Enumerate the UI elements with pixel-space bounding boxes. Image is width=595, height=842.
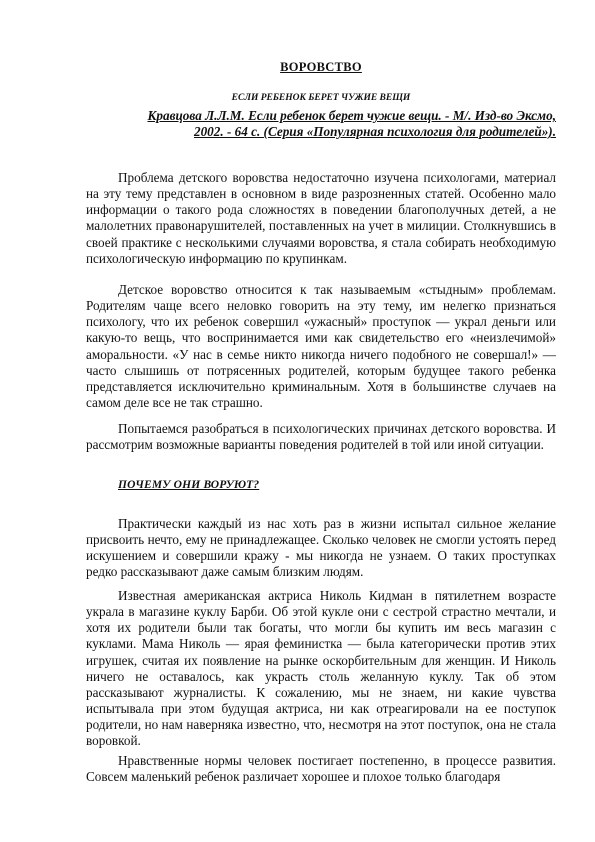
paragraph: Проблема детского воровства недостаточно изучена психологами, материал на эту тему представлен в основном в виде разрозненных статей. Особенно мало информации о такого рода сложностях в поведении благополучных детей, а не малолетних правонарушителей, поставленных на учет в милиции. Столкнувшись в своей практике с несколькими случаями воровства, я стала собирать необходимую психологическую информацию по крупинкам. <box>86 170 556 266</box>
paragraph: Детское воровство относится к так называемым «стыдным» проблемам. Родителям чаще всего неловко говорить на эту тему, им нелегко признаться психологу, что их ребенок совершил «ужасный» проступок — украл деньги или какую-то вещь, что воспринимается ими как свидетельство его «неизлечимой» аморальности. «У нас в семье никто никогда ничего подобного не совершал!» — часто слышишь от потрясенных родителей, которым будущее такого ребенка представляется исключительно криминальным. Хотя в большинстве случаев на самом деле все не так страшно. <box>86 282 556 410</box>
paragraph: Известная американская актриса Николь Кидман в пятилетнем возрасте украла в магазине куклу Барби. Об этой кукле они с сестрой страстно мечтали, и хотя их родители были так богаты, что могли бы купить им весь магазин с куклами. Мама Николь — ярая феминистка — была категорически против этих игрушек, считая их появление на рынке оскорбительным для женщин. И Николь ничего не оставалось, как украсть столь желанную куклу. Так об этом рассказывают журналисты. К сожалению, мы не знаем, ни какие чувства испытывала при этом будущая актриса, ни как отреагировали на ее поступок родители, но нам наверняка известно, что, несмотря на этот поступок, она не стала воровкой. <box>86 588 556 749</box>
paragraph: Попытаемся разобраться в психологических причинах детского воровства. И рассмотрим возможные варианты поведения родителей в той или иной ситуации. <box>86 421 556 453</box>
document-subtitle: ЕСЛИ РЕБЕНОК БЕРЕТ ЧУЖИЕ ВЕЩИ <box>231 93 411 103</box>
section-heading: ПОЧЕМУ ОНИ ВОРУЮТ? <box>118 479 260 491</box>
citation-line-1: Кравцова Л.Л.М. Если ребенок берет чужие вещи. - М/. Изд-во Эксмо, <box>147 108 556 123</box>
citation-line-2: 2002. - 64 с. (Серия «Популярная психология для родителей»). <box>193 124 556 139</box>
paragraph: Нравственные нормы человек постигает постепенно, в процессе развития. Совсем маленький ребенок различает хорошее и плохое только благодаря <box>86 753 556 785</box>
paragraph: Практически каждый из нас хоть раз в жизни испытал сильное желание присвоить нечто, ему не принадлежащее. Сколько человек не смогли устоять перед искушением и совершили кражу - мы никогда не узнаем. О таких проступках редко рассказывают даже самым близким людям. <box>86 516 556 580</box>
citation <box>86 108 556 140</box>
document-title: ВОРОВСТВО <box>280 60 362 74</box>
